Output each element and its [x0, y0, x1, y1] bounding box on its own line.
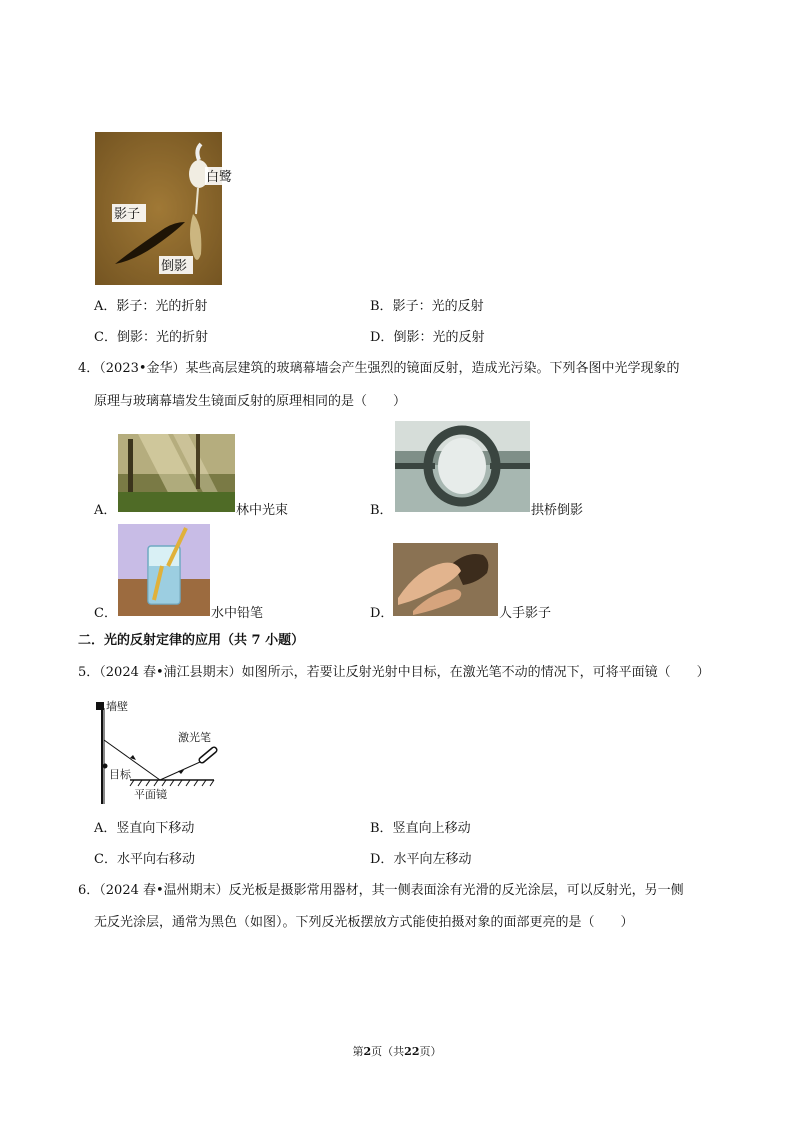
- hand-shadow-photo: [393, 543, 498, 616]
- q5-stem-line1: 5．（2024 春•浦江县期末）如图所示，若要让反射光射中目标，在激光笔不动的情况下，可将平面镜（ ）: [78, 665, 710, 680]
- q6-stem-line1: 6．（2024 春•温州期末）反光板是摄影常用器材，其一侧表面涂有光滑的反光涂层，可以反射光，另一侧: [78, 883, 684, 898]
- option-text: 倒影：光的反射: [393, 330, 485, 345]
- option-letter: B．: [370, 503, 393, 518]
- wall-label: 墙壁: [106, 700, 128, 713]
- q4-option-c[interactable]: [94, 605, 117, 623]
- q4-option-a[interactable]: [94, 502, 116, 520]
- option-letter: C．: [94, 606, 117, 621]
- forest-light-photo: [118, 434, 235, 512]
- option-text: 水平向右移动: [116, 852, 195, 867]
- page-footer: [0, 1043, 794, 1059]
- pencil-in-water-photo: [118, 524, 210, 616]
- footer-mid: 页（共: [371, 1045, 405, 1058]
- arch-bridge-photo: [395, 421, 530, 512]
- option-letter: C．: [94, 330, 117, 345]
- q4-stem-line1: 4．（2023•金华）某些高层建筑的玻璃幕墙会产生强烈的镜面反射，造成光污染。下列各图中光学现象的: [78, 361, 680, 376]
- q5-option-b[interactable]: [370, 820, 471, 838]
- option-text: 水平向左移动: [393, 852, 472, 867]
- footer-total-pages: 22: [404, 1045, 420, 1058]
- q5-option-c[interactable]: [94, 851, 195, 869]
- q3-option-b[interactable]: [370, 298, 484, 316]
- option-letter: A．: [94, 299, 117, 314]
- q3-option-d[interactable]: [370, 329, 484, 347]
- q5-option-a[interactable]: [94, 820, 194, 838]
- option-text: 倒影：光的折射: [116, 330, 208, 345]
- footer-suffix: 页）: [419, 1045, 442, 1058]
- footer-prefix: 第: [352, 1045, 364, 1058]
- option-letter: B．: [370, 299, 393, 314]
- option-text: 影子：光的反射: [392, 299, 484, 314]
- q4-option-d[interactable]: [370, 605, 393, 623]
- section-2-heading: 二．光的反射定律的应用（共 7 小题）: [78, 633, 305, 648]
- option-letter: A．: [94, 503, 117, 518]
- option-text: 竖直向上移动: [392, 821, 471, 836]
- egret-photo: [95, 132, 233, 285]
- shadow-label: 影子: [114, 207, 141, 222]
- option-letter: C．: [94, 852, 117, 867]
- option-letter: B．: [370, 821, 393, 836]
- q4-caption-a: 林中光束: [236, 503, 289, 518]
- option-letter: D．: [370, 330, 394, 345]
- footer-page-number: 2: [363, 1045, 372, 1058]
- laser-label: 激光笔: [178, 731, 211, 744]
- q5-option-d[interactable]: [370, 851, 471, 869]
- q4-caption-b: 拱桥倒影: [531, 503, 584, 518]
- mirror-label: 平面镜: [134, 788, 167, 801]
- q3-option-c[interactable]: [94, 329, 208, 347]
- reflection-label: 倒影: [161, 259, 188, 274]
- q4-caption-d: 人手影子: [499, 606, 552, 621]
- q4-stem-line2: 原理与玻璃幕墙发生镜面反射的原理相同的是（ ）: [94, 394, 407, 409]
- target-label: 目标: [109, 768, 131, 781]
- option-text: 影子：光的折射: [116, 299, 208, 314]
- egret-label: 白鹭: [206, 170, 233, 185]
- option-text: 竖直向下移动: [116, 821, 195, 836]
- option-letter: A．: [94, 821, 117, 836]
- q4-caption-c: 水中铅笔: [211, 606, 264, 621]
- q3-option-a[interactable]: [94, 298, 207, 316]
- laser-mirror-diagram: [90, 698, 250, 808]
- q6-stem-line2: 无反光涂层，通常为黑色（如图）。下列反光板摆放方式能使拍摄对象的面部更亮的是（ ）: [94, 915, 634, 930]
- option-letter: D．: [370, 606, 394, 621]
- option-letter: D．: [370, 852, 394, 867]
- q4-option-b[interactable]: [370, 502, 393, 520]
